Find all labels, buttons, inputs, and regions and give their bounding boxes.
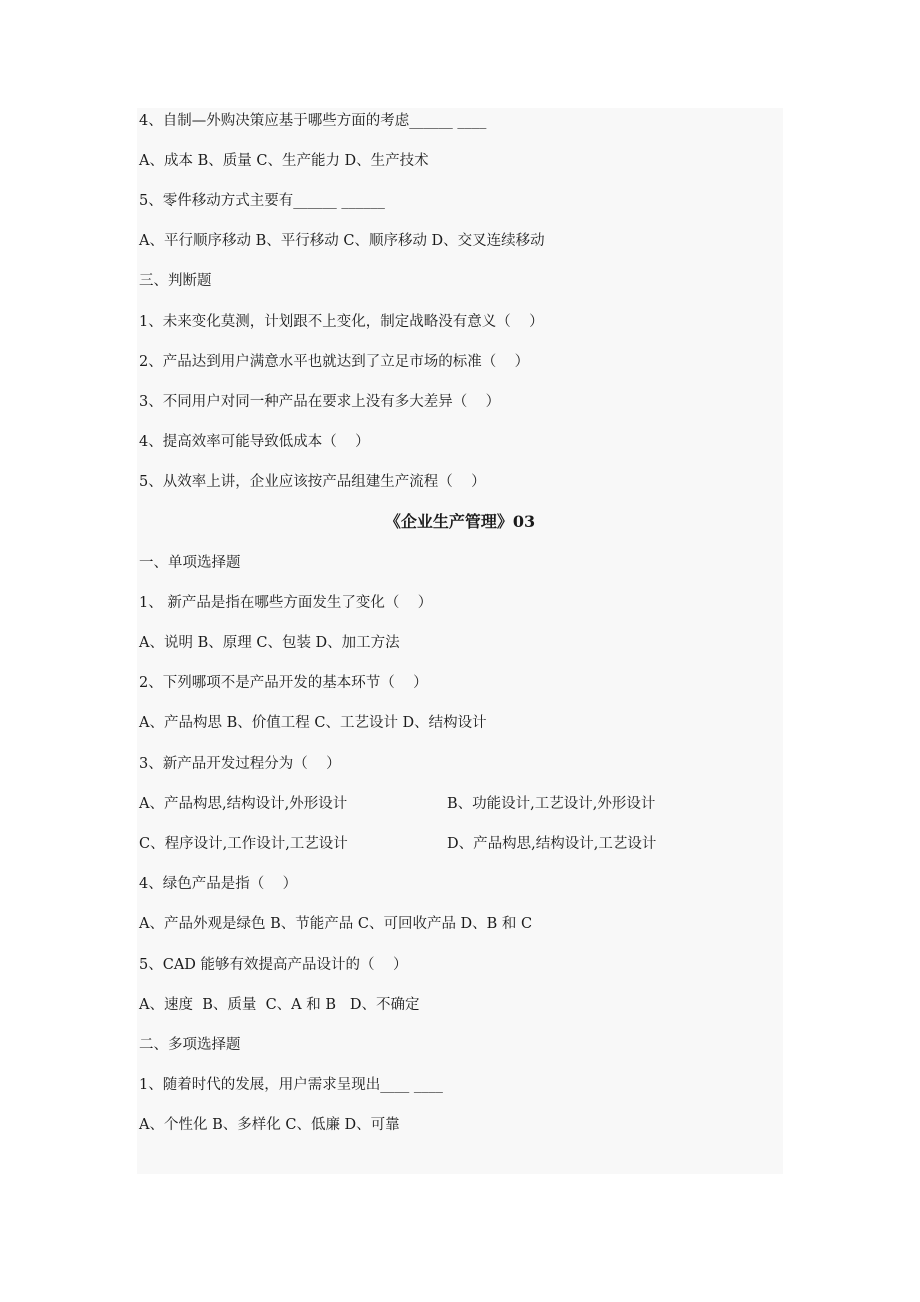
question-line: 2、产品达到用户满意水平也就达到了立足市场的标准（ ） (139, 354, 530, 370)
options-line: A、个性化 B、多样化 C、低廉 D、可靠 (139, 1117, 400, 1133)
question-line: 1、 新产品是指在哪些方面发生了变化（ ） (139, 595, 433, 611)
section-heading: 二、多项选择题 (139, 1037, 241, 1053)
question-line: 2、下列哪项不是产品开发的基本环节（ ） (139, 675, 428, 691)
question-line: 3、新产品开发过程分为（ ） (139, 756, 341, 772)
option-c: C、程序设计,工作设计,工艺设计 (139, 836, 348, 852)
options-line: A、速度 B、质量 C、A 和 B D、不确定 (139, 997, 420, 1013)
option-d: D、产品构思,结构设计,工艺设计 (447, 836, 657, 852)
options-line: A、成本 B、质量 C、生产能力 D、生产技术 (139, 153, 429, 169)
section-heading: 一、单项选择题 (139, 555, 241, 571)
question-line: 5、CAD 能够有效提高产品设计的（ ） (139, 957, 408, 973)
question-line: 5、从效率上讲，企业应该按产品组建生产流程（ ） (139, 474, 486, 490)
question-line: 5、零件移动方式主要有______ ______ (139, 193, 385, 209)
document-title: 《企业生产管理》03 (384, 512, 536, 531)
question-line: 1、未来变化莫测，计划跟不上变化，制定战略没有意义（ ） (139, 314, 544, 330)
question-line: 4、绿色产品是指（ ） (139, 876, 298, 892)
question-line: 1、随着时代的发展，用户需求呈现出____ ____ (139, 1077, 443, 1093)
question-line: 4、提高效率可能导致低成本（ ） (139, 434, 370, 450)
options-line: A、产品构思 B、价值工程 C、工艺设计 D、结构设计 (139, 715, 487, 731)
options-line: A、说明 B、原理 C、包装 D、加工方法 (139, 635, 400, 651)
options-line: A、平行顺序移动 B、平行移动 C、顺序移动 D、交叉连续移动 (139, 233, 545, 249)
option-b: B、功能设计,工艺设计,外形设计 (447, 796, 656, 812)
options-line: A、产品外观是绿色 B、节能产品 C、可回收产品 D、B 和 C (139, 916, 533, 932)
question-line: 4、自制—外购决策应基于哪些方面的考虑______ ____ (139, 113, 487, 129)
question-line: 3、不同用户对同一种产品在要求上没有多大差异（ ） (139, 394, 501, 410)
option-a: A、产品构思,结构设计,外形设计 (139, 796, 348, 812)
section-heading: 三、判断题 (139, 273, 212, 289)
